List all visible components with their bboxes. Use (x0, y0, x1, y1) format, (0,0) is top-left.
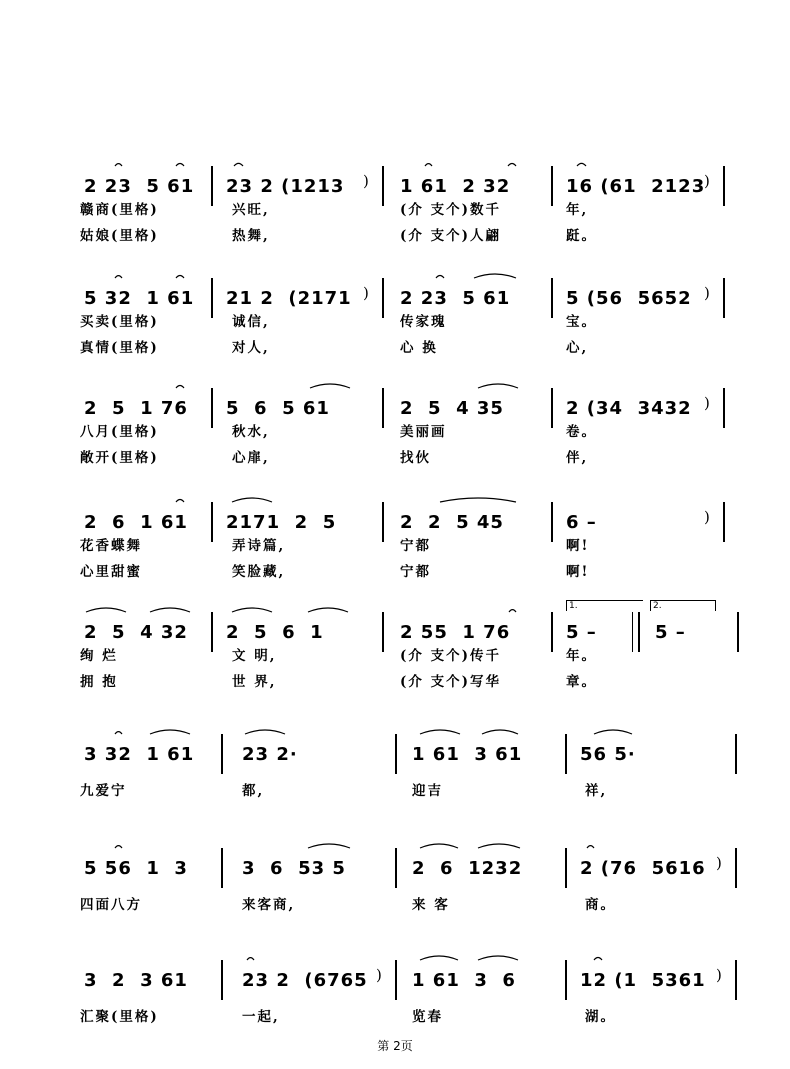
bar-line (732, 848, 740, 888)
close-paren: ) (704, 394, 710, 412)
measure-notes: 5 6 5 61 (226, 398, 330, 419)
lyric-text: 弄诗篇, (232, 538, 286, 554)
music-system (0, 166, 790, 244)
lyric-text: (介 支个)数千 (400, 202, 501, 218)
measure-notes: 2 5 4 32 (84, 622, 188, 643)
lyric-text: 章。 (566, 674, 597, 690)
lyric-text: 真情(里格) (80, 340, 159, 356)
bar-line (379, 388, 387, 428)
bar-line (548, 166, 556, 206)
measure-notes: 2 23 5 61 (84, 176, 195, 197)
measure-notes: 23 2 (1213 (226, 176, 345, 197)
lyric-text: 宝。 (566, 314, 597, 330)
lyric-text: 文 明, (232, 648, 277, 664)
close-paren: ) (704, 172, 710, 190)
close-paren: ) (363, 284, 369, 302)
bar-line (208, 278, 216, 318)
close-paren: ) (704, 284, 710, 302)
music-system (0, 388, 790, 466)
lyric-text: 跹。 (566, 228, 597, 244)
measure-notes: 6 – (566, 512, 597, 533)
lyric-text: (介 支个)传千 (400, 648, 501, 664)
measure-notes: 12 (1 5361 (580, 970, 706, 991)
measure-notes: 56 5· (580, 744, 636, 765)
lyric-text: 花香蝶舞 (80, 538, 142, 554)
page-number: 第 2页 (377, 1039, 413, 1053)
measure-notes: 2171 2 5 (226, 512, 337, 533)
lyric-text: 诚信, (232, 314, 270, 330)
lyric-text: 年, (566, 202, 589, 218)
measure-notes: 2 (76 5616 (580, 858, 706, 879)
bar-line (208, 388, 216, 428)
bar-line (734, 612, 742, 652)
lyric-text: 秋水, (232, 424, 270, 440)
lyric-text: 绚 烂 (80, 648, 118, 664)
bar-line (562, 734, 570, 774)
measure-notes: 2 23 5 61 (400, 288, 511, 309)
close-paren: ) (363, 172, 369, 190)
measure-notes: 2 55 1 76 (400, 622, 511, 643)
bar-line (218, 848, 226, 888)
lyric-text: 笑脸藏, (232, 564, 286, 580)
lyric-text: 兴旺, (232, 202, 270, 218)
measure-notes: 1 61 2 32 (400, 176, 511, 197)
measure-notes: 5 – (655, 622, 686, 643)
bar-line (562, 960, 570, 1000)
close-paren: ) (376, 966, 382, 984)
bar-line (379, 612, 387, 652)
measure-notes: 1 61 3 61 (412, 744, 523, 765)
volta-bracket: 2. (650, 600, 716, 611)
lyric-text: 心, (566, 340, 589, 356)
lyric-text: 汇聚(里格) (80, 1009, 159, 1025)
lyric-text: 八月(里格) (80, 424, 159, 440)
bar-line (720, 166, 728, 206)
measure-notes: 2 (34 3432 (566, 398, 692, 419)
bar-line (392, 734, 400, 774)
bar-line (548, 388, 556, 428)
bar-line (379, 502, 387, 542)
lyric-text: 心里甜蜜 (80, 564, 142, 580)
music-system (0, 960, 790, 1025)
measure-notes: 16 (61 2123 (566, 176, 706, 197)
bar-line (208, 612, 216, 652)
lyric-text: 心扉, (232, 450, 270, 466)
lyric-text: 找伙 (400, 450, 431, 466)
lyric-text: 赣商(里格) (80, 202, 159, 218)
lyric-text: 拥 抱 (80, 674, 118, 690)
volta-bracket: 1. (566, 600, 643, 611)
music-system (0, 734, 790, 799)
lyric-text: 姑娘(里格) (80, 228, 159, 244)
lyric-text: 商。 (585, 897, 616, 913)
measure-notes: 1 61 3 6 (412, 970, 516, 991)
bar-line (732, 960, 740, 1000)
bar-line (548, 278, 556, 318)
measure-notes: 3 2 3 61 (84, 970, 188, 991)
bar-line (218, 734, 226, 774)
bar-line (632, 612, 640, 652)
lyric-text: 来 客 (412, 897, 450, 913)
lyric-text: 心 换 (400, 340, 438, 356)
bar-line (392, 848, 400, 888)
bar-line (379, 278, 387, 318)
lyric-text: 对人, (232, 340, 270, 356)
measure-notes: 2 5 4 35 (400, 398, 504, 419)
measure-notes: 2 5 6 1 (226, 622, 324, 643)
lyric-text: 世 界, (232, 674, 277, 690)
lyric-text: 宁都 (400, 564, 431, 580)
measure-notes: 23 2 (6765 (242, 970, 368, 991)
measure-notes: 3 32 1 61 (84, 744, 195, 765)
music-system (0, 502, 790, 580)
music-system (0, 601, 790, 690)
lyric-text: 啊! (566, 564, 590, 580)
lyric-text: 都, (242, 783, 265, 799)
bar-line (548, 502, 556, 542)
measure-notes: 5 56 1 3 (84, 858, 188, 879)
lyric-text: 宁都 (400, 538, 431, 554)
close-paren: ) (716, 854, 722, 872)
measure-notes: 2 6 1232 (412, 858, 523, 879)
measure-notes: 5 (56 5652 (566, 288, 692, 309)
music-system (0, 848, 790, 913)
lyric-text: 卷。 (566, 424, 597, 440)
bar-line (720, 388, 728, 428)
lyric-text: 伴, (566, 450, 589, 466)
lyric-text: 敞开(里格) (80, 450, 159, 466)
music-system (0, 278, 790, 356)
bar-line (732, 734, 740, 774)
lyric-text: 买卖(里格) (80, 314, 159, 330)
lyric-text: 美丽画 (400, 424, 447, 440)
measure-notes: 3 6 53 5 (242, 858, 346, 879)
bar-line (392, 960, 400, 1000)
lyric-text: (介 支个)人翩 (400, 228, 501, 244)
lyric-text: 啊! (566, 538, 590, 554)
lyric-text: 热舞, (232, 228, 270, 244)
lyric-text: 九爱宁 (80, 783, 127, 799)
measure-notes: 5 – (566, 622, 597, 643)
lyric-text: 湖。 (585, 1009, 616, 1025)
lyric-text: (介 支个)写华 (400, 674, 501, 690)
bar-line (208, 502, 216, 542)
lyric-text: 四面八方 (80, 897, 142, 913)
measure-notes: 21 2 (2171 (226, 288, 352, 309)
measure-notes: 2 6 1 61 (84, 512, 188, 533)
lyric-text: 传家瑰 (400, 314, 447, 330)
lyric-text: 一起, (242, 1009, 280, 1025)
lyric-text: 览春 (412, 1009, 443, 1025)
close-paren: ) (716, 966, 722, 984)
bar-line (208, 166, 216, 206)
close-paren: ) (704, 508, 710, 526)
measure-notes: 2 2 5 45 (400, 512, 504, 533)
bar-line (218, 960, 226, 1000)
lyric-text: 年。 (566, 648, 597, 664)
lyric-text: 来客商, (242, 897, 296, 913)
bar-line (720, 278, 728, 318)
measure-notes: 5 32 1 61 (84, 288, 195, 309)
bar-line (562, 848, 570, 888)
lyric-text: 迎吉 (412, 783, 443, 799)
bar-line (379, 166, 387, 206)
measure-notes: 23 2· (242, 744, 298, 765)
bar-line (720, 502, 728, 542)
lyric-text: 祥, (585, 783, 608, 799)
bar-line (548, 612, 556, 652)
measure-notes: 2 5 1 76 (84, 398, 188, 419)
